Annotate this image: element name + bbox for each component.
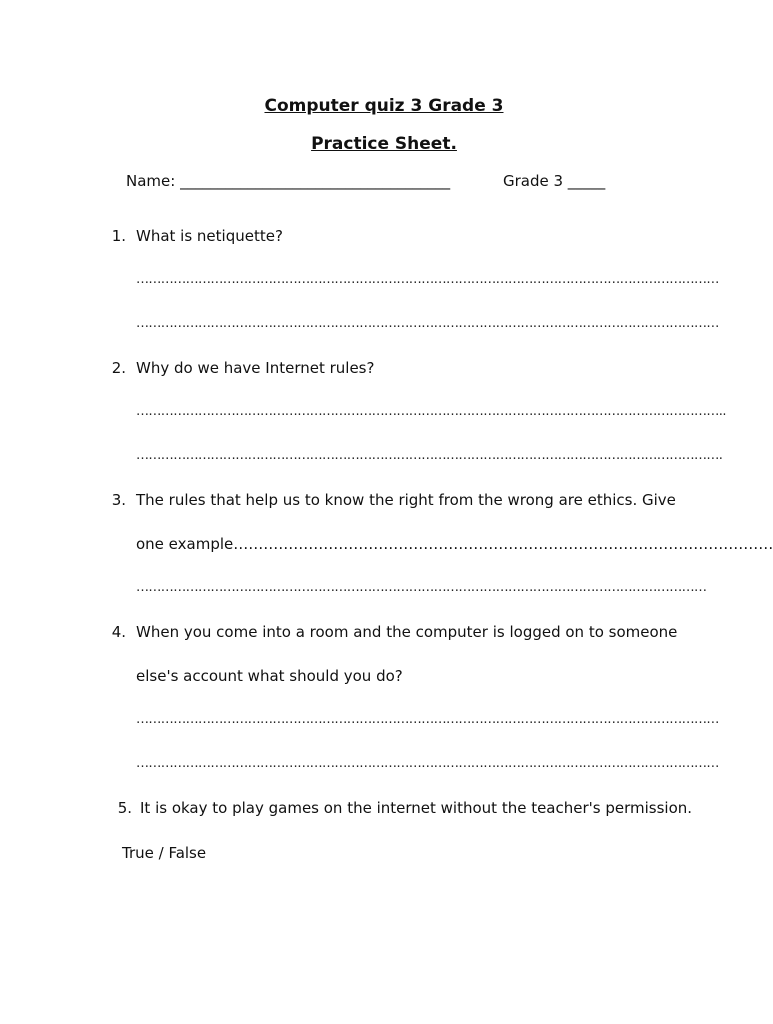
grade-field: Grade 3 _____	[503, 172, 606, 190]
question-3-text-line-2: one example………………………………………………………………………………………………	[136, 535, 773, 553]
page-title: Computer quiz 3 Grade 3	[264, 96, 504, 116]
question-1-answer-line-2: ……………………………………………………………………………………………………………………………	[136, 316, 719, 331]
page-subtitle: Practice Sheet.	[311, 134, 457, 154]
question-5-number: 5.	[117, 799, 132, 817]
question-4-text-line-2: else's account what should you do?	[136, 667, 403, 685]
question-4-text-line-1: When you come into a room and the computer is logged on to someone	[136, 623, 678, 641]
question-5-text: It is okay to play games on the internet without the teacher's permission.	[140, 799, 693, 817]
question-3-text-line-1: The rules that help us to know the right from the wrong are ethics. Give	[136, 491, 676, 509]
question-1-number: 1.	[111, 227, 126, 245]
question-2-answer-line-2: …………………………………………………………………………………………………………………………….	[136, 448, 723, 463]
question-1-answer-line-1: ……………………………………………………………………………………………………………………………	[136, 272, 719, 287]
true-false-option: True / False	[122, 844, 207, 862]
question-4-number: 4.	[111, 623, 126, 641]
question-2-number: 2.	[111, 359, 126, 377]
question-3-answer-line-1: …………………………………………………………………………………………………………………………	[136, 580, 707, 595]
question-3-number: 3.	[111, 491, 126, 509]
question-1-text: What is netiquette?	[136, 227, 283, 245]
question-4-answer-line-1: ……………………………………………………………………………………………………………………………	[136, 712, 719, 727]
question-4-answer-line-2: ……………………………………………………………………………………………………………………………	[136, 756, 719, 771]
question-2-answer-line-1: ……………………………………………………………………………………………………………………………..	[136, 404, 726, 419]
question-2-text: Why do we have Internet rules?	[136, 359, 375, 377]
name-field: Name: ____________________________________	[126, 172, 451, 190]
